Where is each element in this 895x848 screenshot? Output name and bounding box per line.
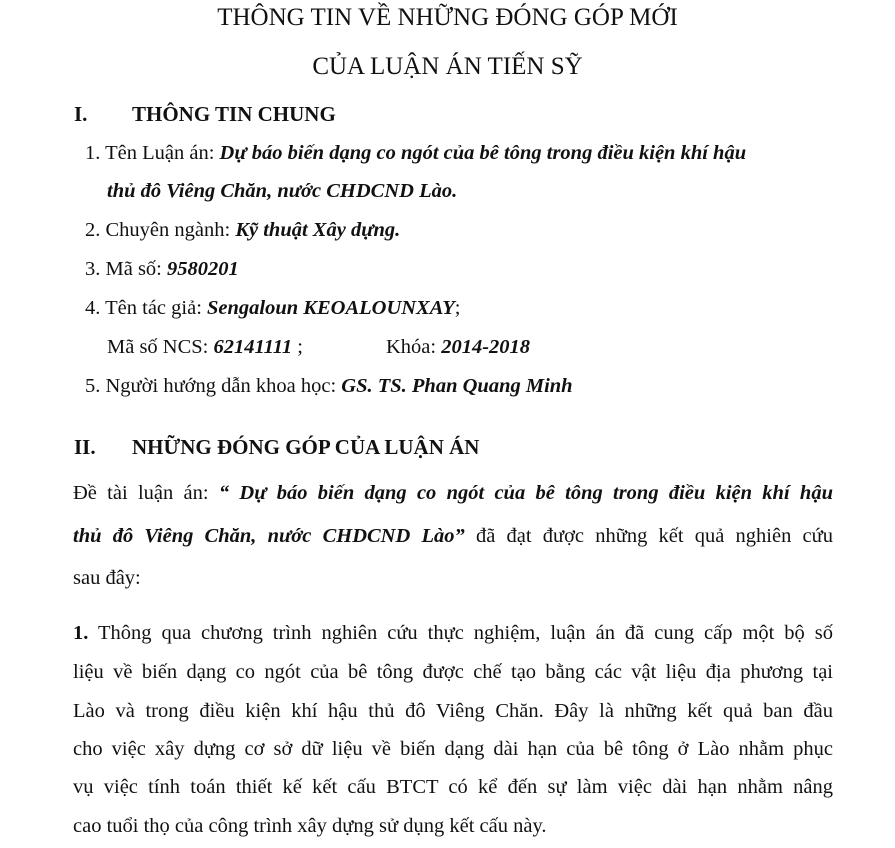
intro-plain: Đề tài luận án: — [73, 482, 219, 504]
major-item — [85, 219, 400, 242]
author-value: Sengaloun KEOALOUNXAY — [207, 297, 455, 319]
ncs-label: Mã số NCS: — [107, 336, 214, 358]
advisor-value: GS. TS. Phan Quang Minh — [341, 375, 573, 397]
section2-number: II. — [74, 435, 96, 459]
ncs-suffix: ; — [292, 336, 303, 358]
point1-line1 — [73, 622, 833, 645]
point1-line3: Lào và trong điều kiện khí hậu thủ đô Viêng Chăn. Đây là những kết quả ban đầu — [73, 700, 833, 722]
intro-line1 — [73, 482, 833, 505]
document-title-line2: CỦA LUẬN ÁN TIẾN SỸ — [312, 53, 583, 80]
point1-line2: liệu về biến dạng co ngót của bê tông được chế tạo bằng các vật liệu địa phương tại — [73, 661, 833, 683]
advisor-label: 5. Người hướng dẫn khoa học: — [85, 375, 342, 397]
thesis-title-item — [85, 142, 746, 165]
major-label: 2. Chuyên ngành: — [85, 219, 236, 241]
thesis-title-value: Dự báo biến dạng co ngót của bê tông trong điều kiện khí hậu — [219, 142, 747, 164]
point1-line6: cao tuổi thọ của công trình xây dựng sử dụng kết cấu này. — [73, 815, 547, 837]
intro-thesis-title-cont: thủ đô Viêng Chăn, nước CHDCND Lào” — [73, 525, 465, 547]
point1-line5: vụ việc tính toán thiết kế kết cấu BTCT có kể đến sự làm việc dài hạn nhằm nâng — [73, 776, 833, 798]
author-item — [85, 297, 461, 320]
section1-heading: THÔNG TIN CHUNG — [132, 102, 336, 126]
author-label: 4. Tên tác giả: — [85, 297, 208, 319]
section2-heading: NHỮNG ĐÓNG GÓP CỦA LUẬN ÁN — [132, 435, 480, 459]
intro-line3: sau đây: — [73, 567, 141, 589]
major-value: Kỹ thuật Xây dựng. — [235, 219, 401, 241]
point1-line4: cho việc xây dựng cơ sở dữ liệu về biến dạng dài hạn của bê tông ở Lào nhằm phục — [73, 738, 833, 760]
code-value: 9580201 — [167, 258, 239, 280]
point1-text: Thông qua chương trình nghiên cứu thực nghiệm, luận án đã cung cấp một bộ số — [88, 622, 833, 644]
ncs-value: 62141111 — [213, 336, 293, 358]
course-value: 2014-2018 — [441, 336, 531, 358]
course-label: Khóa: — [386, 336, 442, 358]
ncs-item — [107, 336, 303, 359]
advisor-item — [85, 375, 573, 398]
code-label: 3. Mã số: — [85, 258, 167, 280]
author-suffix: ; — [454, 297, 461, 319]
document-title-line1: THÔNG TIN VỀ NHỮNG ĐÓNG GÓP MỚI — [217, 4, 678, 31]
thesis-title-value-cont: thủ đô Viêng Chăn, nước CHDCND Lào. — [107, 180, 458, 202]
intro-thesis-title: “ Dự báo biến dạng co ngót của bê tông trong điều kiện khí hậu — [218, 482, 833, 504]
code-item — [85, 258, 239, 281]
point1-number: 1. — [73, 622, 89, 644]
section1-number: I. — [74, 102, 88, 126]
intro-line2 — [73, 525, 833, 548]
intro-results: đã đạt được những kết quả nghiên cứu — [464, 525, 833, 547]
thesis-title-label: 1. Tên Luận án: — [85, 142, 220, 164]
course-item — [386, 336, 530, 359]
